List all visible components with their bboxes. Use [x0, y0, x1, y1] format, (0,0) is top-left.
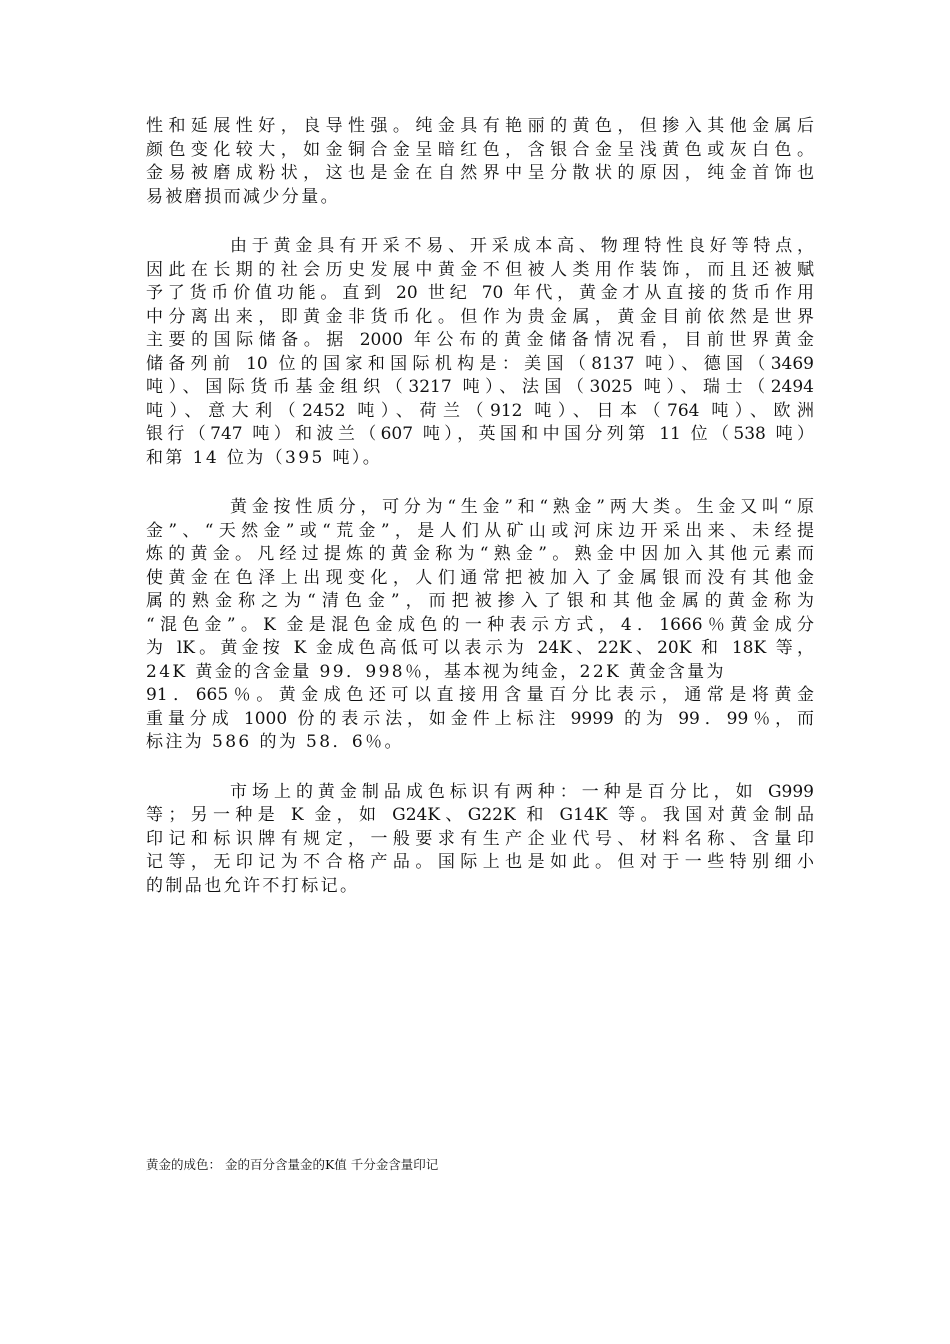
text-line: 使黄金在色泽上出现变化，人们通常把被加入了金属银而没有其他金: [146, 567, 814, 588]
text-line: 由于黄金具有开采不易、开采成本高、物理特性良好等特点，: [230, 236, 814, 256]
text-line: 因此在长期的社会历史发展中黄金不但被人类用作装饰，而且还被赋: [146, 259, 814, 280]
paragraph-1: [146, 115, 814, 209]
text-line: 炼的黄金。凡经过提炼的黄金称为“熟金”。熟金中因加入其他元素而: [146, 544, 814, 564]
text-line: 属的熟金称之为“清色金”，而把被掺入了银和其他金属的黄金称为: [146, 591, 814, 611]
text-line: 重量分成 1000 份的表示法，如金件上标注 9999 的为 99．99％，而: [146, 708, 814, 729]
text-line: 和第 14 位为（395 吨）。: [146, 447, 383, 468]
text-line: 印记和标识牌有规定，一般要求有生产企业代号、材料名称、含量印: [146, 828, 814, 849]
text-line: 颜色变化较大，如金铜合金呈暗红色，含银合金呈浅黄色或灰白色。: [146, 139, 814, 160]
text-line: 等；另一种是 K 金，如 G24K、G22K 和 G14K 等。我国对黄金制品: [146, 805, 814, 825]
text-line: 金易被磨成粉状，这也是金在自然界中呈分散状的原因，纯金首饰也: [146, 163, 814, 183]
text-line: 标注为 586 的为 58．6％。: [146, 732, 404, 752]
text-line: 吨）、国际货币基金组织（3217 吨）、法国（3025 吨）、瑞士（2494: [146, 377, 814, 397]
text-line: 中分离出来，即黄金非货币化。但作为贵金属，黄金目前依然是世界: [146, 306, 814, 327]
text-line: 黄金按性质分，可分为“生金”和“熟金”两大类。生金又叫“原: [230, 497, 814, 517]
text-line: 储备列前 10 位的国家和国际机构是：美国（8137 吨）、德国（3469: [146, 353, 814, 374]
paragraph-spacer: [146, 755, 814, 781]
text-line: 24K 黄金的含金量 99．998％，基本视为纯金，22K 黄金含量为: [146, 661, 726, 682]
text-line: 予了货币价值功能。直到 20 世纪 70 年代，黄金才从直接的货币作用: [146, 283, 814, 303]
paragraph-3: [146, 496, 814, 755]
text-line: 主要的国际储备。据 2000 年公布的黄金储备情况看，目前世界黄金: [146, 330, 814, 350]
document-body: [146, 115, 814, 898]
paragraph-spacer: [146, 209, 814, 235]
paragraph-2: [146, 235, 814, 470]
text-line: 市场上的黄金制品成色标识有两种：一种是百分比，如 G999: [230, 781, 814, 802]
text-line: 性和延展性好，良导性强。纯金具有艳丽的黄色，但掺入其他金属后: [146, 116, 814, 136]
footer-caption: 黄金的成色： 金的百分含量金的K值 千分金含量印记: [146, 1157, 439, 1172]
text-line: 的制品也允许不打标记。: [146, 875, 360, 896]
text-line: “混色金”。K 金是混色金成色的一种表示方式，4．1666％黄金成分: [146, 614, 814, 635]
text-line: 吨）、意大利（2452 吨）、荷兰（912 吨）、日本（764 吨）、欧洲: [146, 400, 814, 421]
paragraph-spacer: [146, 470, 814, 496]
text-line: 金”、“天然金”或“荒金”，是人们从矿山或河床边开采出来、未经提: [146, 520, 814, 541]
text-line: 记等，无印记为不合格产品。国际上也是如此。但对于一些特别细小: [146, 852, 814, 872]
paragraph-4: [146, 781, 814, 899]
text-line: 91．665％。黄金成色还可以直接用含量百分比表示，通常是将黄金: [146, 685, 814, 705]
text-line: 为 lK。黄金按 K 金成色高低可以表示为 24K、22K、20K 和 18K 等，: [146, 638, 814, 658]
text-line: 易被磨损而减少分量。: [146, 186, 340, 207]
text-line: 银行（747 吨）和波兰（607 吨），英国和中国分列第 11 位（538 吨）: [146, 424, 814, 444]
